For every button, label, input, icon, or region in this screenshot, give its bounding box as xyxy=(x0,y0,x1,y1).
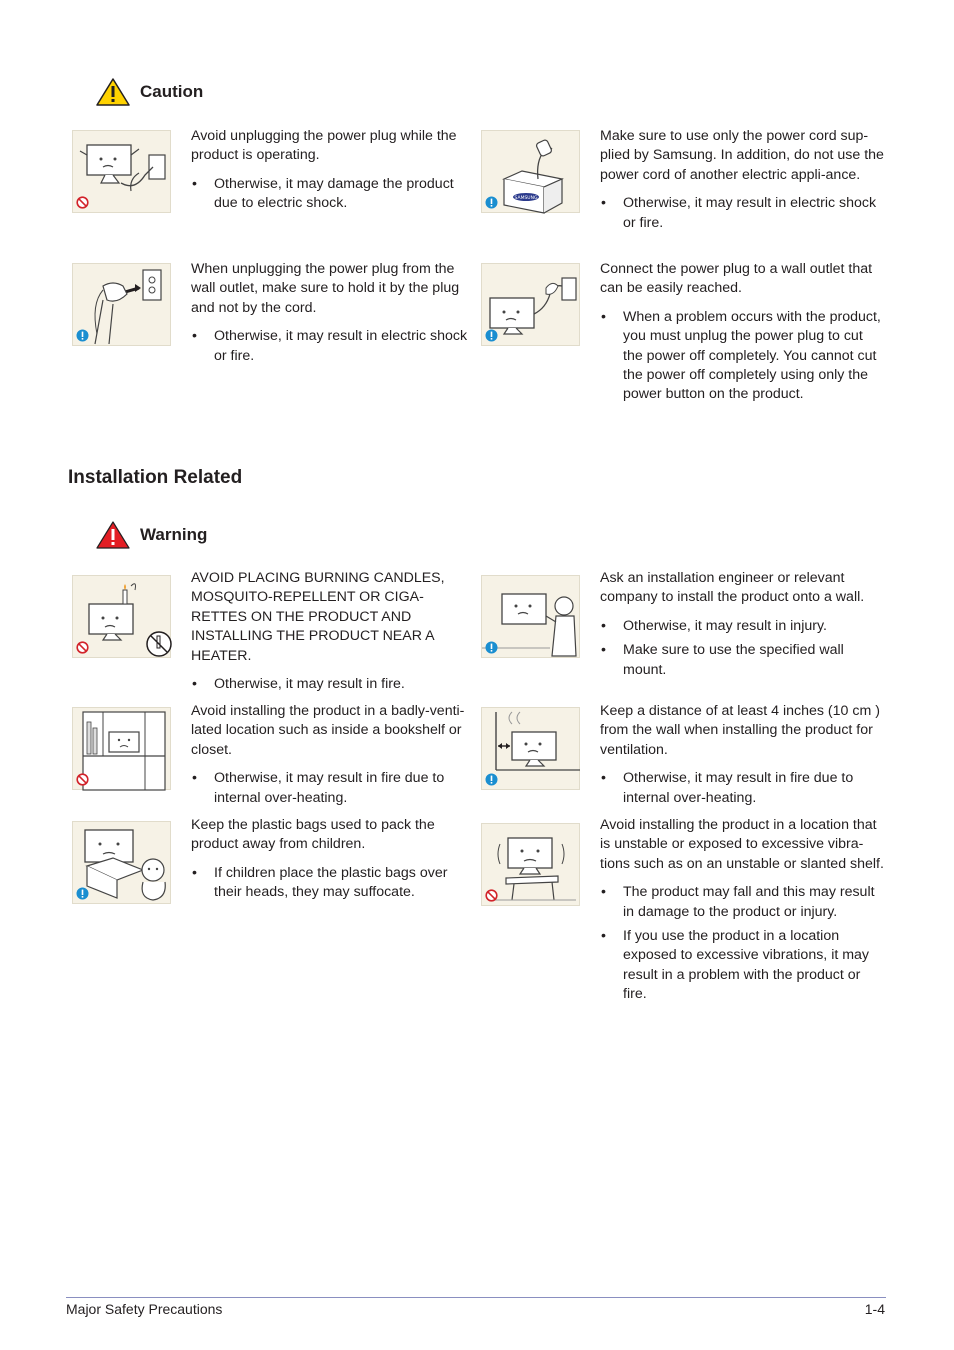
bullet-item: • When a problem occurs with the product, you must unplug the power plug to cut the power off completely. You cannot cut the power off completely using only the power button on the product. xyxy=(600,308,885,405)
samsung-box-label: SAMSUNG xyxy=(514,196,538,201)
mandatory-icon xyxy=(76,887,89,900)
bullet-item: • If children place the plastic bags over their heads, they may suffocate. xyxy=(191,864,476,903)
item-text: Make sure to use only the power cord sup-plied by Samsung. In addition, do not use the power cord of another electric appli-ance. xyxy=(600,128,884,183)
bullet-item: • Otherwise, it may result in fire. xyxy=(191,675,476,694)
section-title-installation: Installation Related xyxy=(68,467,243,488)
caution-heading xyxy=(96,78,203,106)
prohibited-icon xyxy=(76,773,89,786)
caution-triangle-icon xyxy=(96,78,130,106)
mandatory-icon xyxy=(485,196,498,209)
caution-item-1 xyxy=(191,127,476,219)
item-text: Ask an installation engineer or relevant company to install the product onto a wall. xyxy=(600,570,865,606)
caution-item-2 xyxy=(600,127,885,238)
bullet-item: • Otherwise, it may result in fire due to internal over-heating. xyxy=(600,769,885,808)
illustration-samsung-power-cord xyxy=(481,130,580,213)
bullet-item: • Otherwise, it may result in fire due to internal over-heating. xyxy=(191,769,476,808)
item-text: Avoid installing the product in a location that is unstable or exposed to excessive vibra-tions such as on an unstable or slanted shelf. xyxy=(600,817,884,872)
illustration-bookshelf xyxy=(72,707,171,790)
mandatory-icon xyxy=(76,329,89,342)
illustration-candles-heater xyxy=(72,575,171,658)
prohibited-icon xyxy=(485,889,498,902)
item-text: Avoid installing the product in a badly-venti-lated location such as inside a bookshelf or closet. xyxy=(191,703,465,758)
warning-item-3 xyxy=(191,702,476,813)
prohibited-icon xyxy=(76,641,89,654)
bullet-item: • Make sure to use the specified wall mount. xyxy=(600,641,885,680)
mandatory-icon xyxy=(485,641,498,654)
illustration-unstable-shelf xyxy=(481,823,580,906)
bullet-item: • Otherwise, it may result in electric shock or fire. xyxy=(191,327,476,366)
mandatory-icon xyxy=(485,329,498,342)
warning-heading xyxy=(96,521,207,549)
illustration-plastic-bags-children xyxy=(72,821,171,904)
caution-heading-label: Caution xyxy=(140,82,204,101)
prohibited-icon xyxy=(76,196,89,209)
warning-item-1 xyxy=(191,569,476,699)
footer-chapter-title: Major Safety Precautions xyxy=(66,1301,223,1317)
illustration-hold-plug xyxy=(72,263,171,346)
bullet-item: • Otherwise, it may result in injury. xyxy=(600,617,885,636)
warning-item-5 xyxy=(191,816,476,908)
warning-item-4 xyxy=(600,702,885,813)
item-text: Keep the plastic bags used to pack the product away from children. xyxy=(191,817,435,853)
bullet-item: • Otherwise, it may damage the product due to electric shock. xyxy=(191,175,476,214)
footer-rule xyxy=(66,1297,886,1298)
item-text: AVOID PLACING BURNING CANDLES, MOSQUITO-REPELLENT OR CIGA-RETTES ON THE PRODUCT AND INSTALLING THE PRODUCT NEAR A HEATER. xyxy=(191,570,445,664)
illustration-unplug-while-operating xyxy=(72,130,171,213)
bullet-item: • The product may fall and this may result in damage to the product or injury. xyxy=(600,883,885,922)
warning-item-2 xyxy=(600,569,885,685)
item-text: Keep a distance of at least 4 inches (10 cm ) from the wall when installing the product for ventilation. xyxy=(600,703,880,758)
illustration-wall-distance xyxy=(481,707,580,790)
warning-triangle-icon xyxy=(96,521,130,549)
footer-page-number: 1-4 xyxy=(864,1301,885,1317)
mandatory-icon xyxy=(485,773,498,786)
caution-item-3 xyxy=(191,260,476,371)
item-text: Connect the power plug to a wall outlet that can be easily reached. xyxy=(600,261,873,297)
warning-item-6 xyxy=(600,816,885,1010)
caution-item-4 xyxy=(600,260,885,410)
warning-heading-label: Warning xyxy=(140,525,208,544)
bullet-item: • If you use the product in a location exposed to excessive vibrations, it may result in a problem with the product or fire. xyxy=(600,927,885,1005)
illustration-reachable-outlet xyxy=(481,263,580,346)
illustration-wall-installation xyxy=(481,575,580,658)
item-text: When unplugging the power plug from the wall outlet, make sure to hold it by the plug and not by the cord. xyxy=(191,261,460,316)
bullet-item: • Otherwise, it may result in electric shock or fire. xyxy=(600,194,885,233)
item-text: Avoid unplugging the power plug while the product is operating. xyxy=(191,128,457,164)
